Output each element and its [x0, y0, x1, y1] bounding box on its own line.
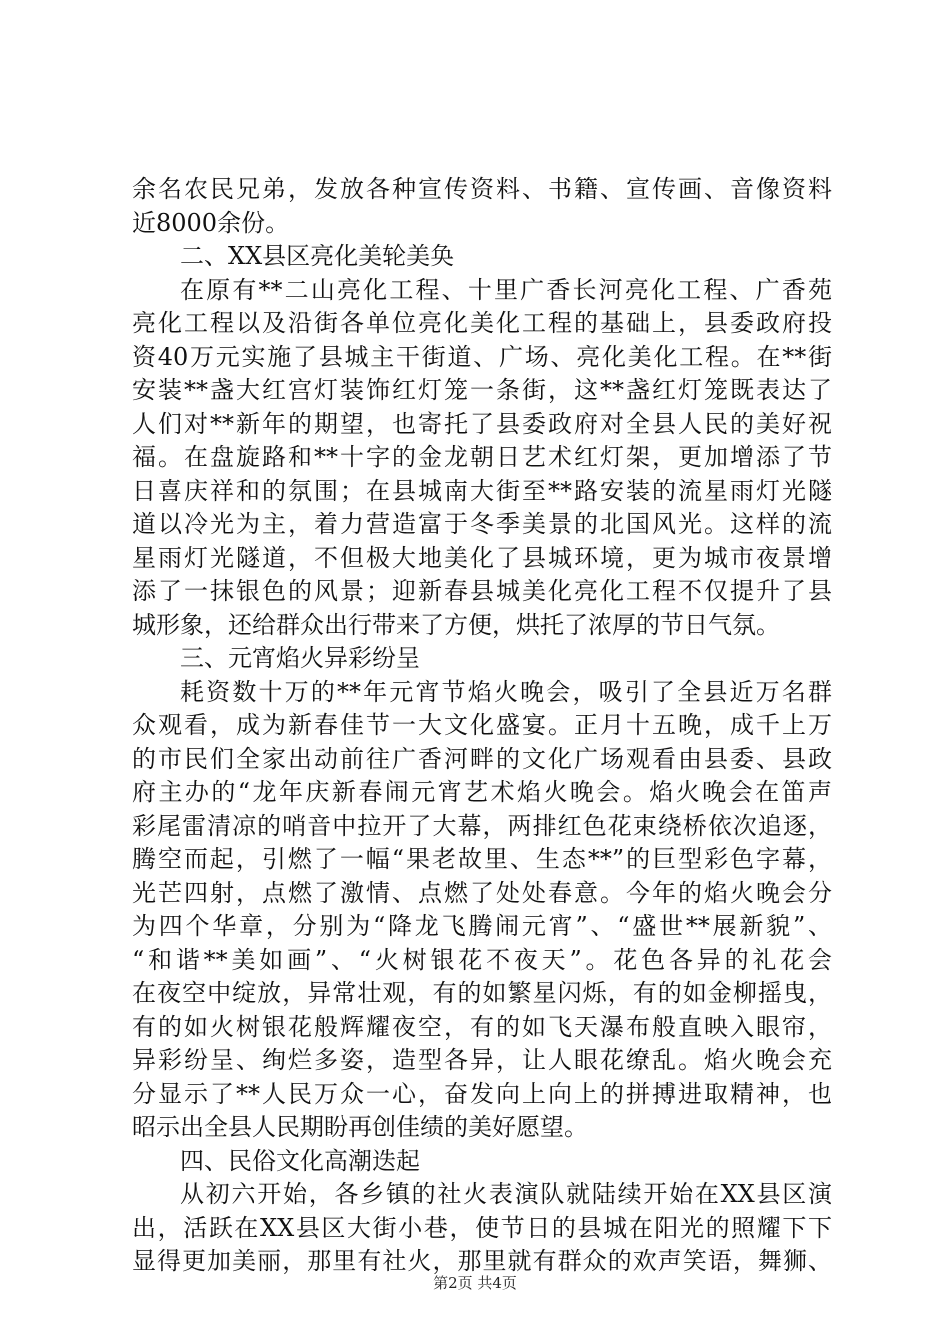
body-text-line: 资40万元实施了县城主干街道、广场、亮化美化工程。在**街 — [132, 342, 832, 371]
body-text-line: 腾空而起，引燃了一幅“果老故里、生态**”的巨型彩色字幕， — [132, 845, 832, 873]
document-body — [132, 173, 832, 1279]
body-text-line: 昭示出全县人民期盼再创佳绩的美好愿望。 — [132, 1113, 588, 1141]
body-text-line: 日喜庆祥和的氛围；在县城南大街至**路安装的流星雨灯光隧 — [132, 476, 832, 505]
section-heading: 四、民俗文化高潮迭起 — [180, 1146, 420, 1175]
body-text-line: 余名农民兄弟，发放各种宣传资料、书籍、宣传画、音像资料 — [132, 175, 832, 203]
body-text-line: 异彩纷呈、绚烂多姿，造型各异，让人眼花缭乱。焰火晚会充 — [132, 1046, 832, 1074]
body-text-line: 在夜空中绽放，异常壮观，有的如繁星闪烁，有的如金柳摇曳， — [132, 979, 832, 1007]
body-text-line: 为四个华章，分别为“降龙飞腾闹元宵”、“盛世**展新貌”、 — [132, 912, 832, 940]
body-text-line: 有的如火树银花般辉耀夜空，有的如飞天瀑布般直映入眼帘， — [132, 1012, 832, 1041]
body-text-line: 人们对**新年的期望，也寄托了县委政府对全县人民的美好祝 — [132, 409, 832, 438]
body-text-line: 从初六开始，各乡镇的社火表演队就陆续开始在XX县区演 — [180, 1180, 832, 1208]
body-text-line: 亮化工程以及沿街各单位亮化美化工程的基础上，县委政府投 — [132, 309, 832, 337]
body-text-line: 的市民们全家出动前往广香河畔的文化广场观看由县委、县政 — [132, 744, 832, 773]
body-text-line: 近8000余份。 — [132, 208, 290, 237]
body-text-line: 显得更加美丽，那里有社火，那里就有群众的欢声笑语，舞狮、 — [132, 1247, 832, 1275]
body-text-line: 光芒四射，点燃了激情、点燃了处处春意。今年的焰火晚会分 — [132, 878, 832, 907]
body-text-line: 府主办的“龙年庆新春闹元宵艺术焰火晚会。焰火晚会在笛声 — [132, 778, 832, 806]
body-text-line: 福。在盘旋路和**十字的金龙朝日艺术红灯架，更加增添了节 — [132, 443, 832, 471]
body-text-line: 道以冷光为主，着力营造富于冬季美景的北国风光。这样的流 — [132, 510, 832, 538]
body-text-line: 安装**盏大红宫灯装饰红灯笼一条街，这**盏红灯笼既表达了 — [132, 376, 832, 404]
page-footer: 第2页 共4页 — [433, 1274, 517, 1292]
section-heading: 三、元宵焰火异彩纷呈 — [180, 644, 420, 672]
body-text-line: 添了一抹银色的风景；迎新春县城美化亮化工程不仅提升了县 — [132, 577, 832, 605]
body-text-line: 星雨灯光隧道，不但极大地美化了县城环境，更为城市夜景增 — [132, 543, 832, 572]
body-text-line: 耗资数十万的**年元宵节焰火晚会，吸引了全县近万名群 — [180, 677, 832, 706]
section-heading: 二、XX县区亮化美轮美奂 — [180, 242, 455, 270]
body-text-line: 在原有**二山亮化工程、十里广香长河亮化工程、广香苑 — [180, 275, 832, 304]
body-text-line: 彩尾雷清凉的哨音中拉开了大幕，两排红色花束绕桥依次追逐， — [132, 811, 832, 840]
body-text-line: 城形象，还给群众出行带来了方便，烘托了浓厚的节日气氛。 — [132, 610, 780, 639]
body-text-line: 分显示了**人民万众一心，奋发向上向上的拼搏进取精神，也 — [132, 1079, 832, 1108]
body-text-line: “和谐**美如画”、“火树银花不夜天”。花色各异的礼花会 — [132, 945, 832, 974]
body-text-line: 出，活跃在XX县区大街小巷，使节日的县城在阳光的照耀下下 — [132, 1213, 832, 1242]
body-text-line: 众观看，成为新春佳节一大文化盛宴。正月十五晚，成千上万 — [132, 711, 832, 739]
